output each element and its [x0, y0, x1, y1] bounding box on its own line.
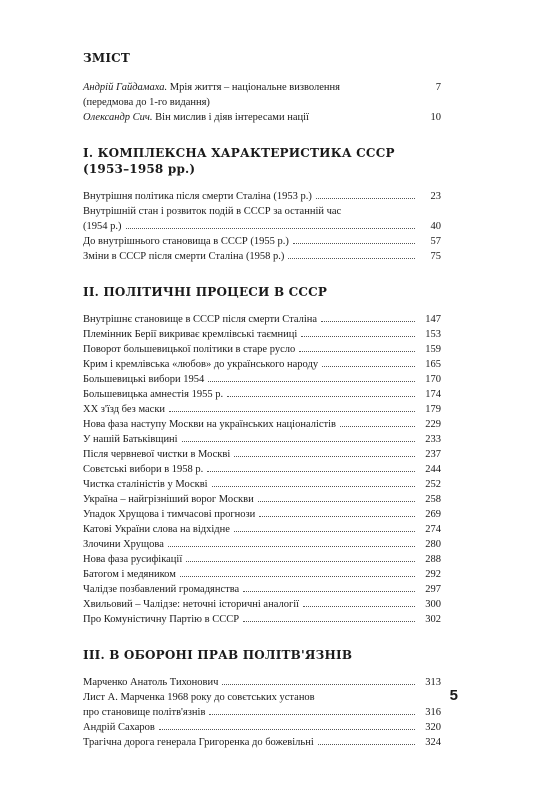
entry-page: 316: [425, 707, 441, 718]
section-1-entries: [83, 189, 441, 264]
entry-author: Андрій Гайдамаха.: [83, 82, 168, 93]
section-3-entries: [83, 675, 441, 750]
toc-entry: [83, 612, 441, 627]
entry-title-continued: про становище політв'язнів: [83, 707, 206, 718]
entry-title: Лист А. Марченка 1968 року до совєтських установ: [83, 692, 315, 703]
entry-title: Андрій Сахаров: [83, 722, 155, 733]
entry-page: 237: [425, 449, 441, 460]
toc-entry: [83, 582, 441, 597]
toc-entry: [83, 567, 441, 582]
table-of-contents: [83, 50, 441, 750]
entry-page: 174: [425, 389, 441, 400]
section-heading: II. ПОЛІТИЧНІ ПРОЦЕСИ В СССР: [83, 285, 328, 299]
entry-title: Нова фаза наступу Москви на українських націоналістів: [83, 419, 336, 430]
entry-page: 274: [425, 524, 441, 535]
toc-entry: [83, 537, 441, 552]
entry-page: 244: [425, 464, 441, 475]
entry-page: 288: [425, 554, 441, 565]
entry-page: 252: [425, 479, 441, 490]
toc-entry: [83, 249, 441, 264]
toc-entry: [83, 552, 441, 567]
toc-entry: [83, 417, 441, 432]
section-heading: III. В ОБОРОНІ ПРАВ ПОЛІТВ'ЯЗНІВ: [83, 648, 353, 662]
toc-entry: [83, 447, 441, 462]
toc-entry: [83, 387, 441, 402]
entry-author: Олександр Сич.: [83, 112, 153, 123]
toc-entry-continued: [83, 705, 441, 720]
entry-title: Трагічна дорога генерала Григоренка до божевільні: [83, 737, 314, 748]
entry-title: У нашій Батьківщині: [83, 434, 178, 445]
entry-page: 75: [430, 251, 441, 262]
entry-page: 57: [430, 236, 441, 247]
entry-page: 229: [425, 419, 441, 430]
toc-entry: [83, 234, 441, 249]
toc-entry: [83, 204, 441, 219]
entry-page: 7: [435, 82, 441, 93]
toc-entry: [83, 80, 441, 110]
entry-title: Внутрішнє становище в СССР після смерти Сталіна: [83, 314, 318, 325]
entry-page: 269: [425, 509, 441, 520]
entry-page: 320: [425, 722, 441, 733]
toc-entry: [83, 372, 441, 387]
entry-page: 297: [425, 584, 441, 595]
section-2-entries: [83, 312, 441, 627]
entry-title-continued: (1954 р.): [83, 221, 122, 232]
entry-page: 258: [425, 494, 441, 505]
contents-heading: ЗМІСТ: [83, 51, 131, 65]
toc-entry: [83, 189, 441, 204]
toc-entry: [83, 690, 441, 705]
page-number: 5: [449, 687, 458, 704]
entry-title: Большевицька амнестія 1955 р.: [83, 389, 224, 400]
entry-page: 153: [425, 329, 441, 340]
toc-entry: [83, 507, 441, 522]
entry-title: Совєтські вибори в 1958 р.: [83, 464, 204, 475]
toc-entry: [83, 477, 441, 492]
toc-entry: [83, 312, 441, 327]
entry-title: Чалідзе позбавлений громадянства: [83, 584, 240, 595]
toc-entry: [83, 597, 441, 612]
entry-page: 147: [425, 314, 441, 325]
toc-entry: [83, 432, 441, 447]
toc-entry: [83, 735, 441, 750]
entry-title: XX з'їзд без маски: [83, 404, 166, 415]
entry-page: 23: [430, 191, 441, 202]
entry-title: Большевицькі вибори 1954: [83, 374, 205, 385]
entry-page: 280: [425, 539, 441, 550]
entry-title: Катові України слова на відхідне: [83, 524, 230, 535]
entry-title: Крим і кремлівська «любов» до українського народу: [83, 359, 319, 370]
entry-page: 170: [425, 374, 441, 385]
toc-entry: [83, 357, 441, 372]
entry-title: Після червневої чистки в Москві: [83, 449, 231, 460]
entry-title: Поворот большевицької політики в старе русло: [83, 344, 296, 355]
entry-title: Нова фаза русифікації: [83, 554, 183, 565]
toc-entry: [83, 402, 441, 417]
entry-title: Мрія життя – національне визволення: [167, 82, 340, 93]
entry-page: 10: [430, 112, 441, 123]
entry-page: 313: [425, 677, 441, 688]
entry-page: 302: [425, 614, 441, 625]
toc-entry: [83, 462, 441, 477]
entry-title: Він мислив і діяв інтересами нації: [152, 112, 309, 123]
entry-title-continued: (передмова до 1-го видання): [83, 97, 210, 108]
entry-title: До внутрішнього становища в СССР (1955 р.): [83, 236, 289, 247]
entry-title: Про Комуністичну Партію в СССР: [83, 614, 240, 625]
entry-title: Хвильовий – Чалідзе: неточні історичні аналогії: [83, 599, 300, 610]
entry-page: 179: [425, 404, 441, 415]
entry-title: Марченко Анатоль Тихонович: [83, 677, 219, 688]
toc-entry: [83, 327, 441, 342]
entry-page: 40: [430, 221, 441, 232]
entry-page: 324: [425, 737, 441, 748]
entry-page: 292: [425, 569, 441, 580]
front-matter: [83, 80, 441, 125]
toc-entry: [83, 492, 441, 507]
toc-entry: [83, 342, 441, 357]
entry-title: Україна – найгрізніший ворог Москви: [83, 494, 254, 505]
entry-title: Племінник Берії викриває кремлівські таємниці: [83, 329, 298, 340]
toc-entry: [83, 720, 441, 735]
entry-title: Злочини Хрущова: [83, 539, 164, 550]
entry-title: Батогом і медяником: [83, 569, 176, 580]
entry-page: 300: [425, 599, 441, 610]
section-heading: I. КОМПЛЕКСНА ХАРАКТЕРИСТИКА СССР (1953–1958 рр.): [83, 146, 395, 176]
entry-page: 165: [425, 359, 441, 370]
entry-title: Внутрішній стан і розвиток подій в СССР за останній час: [83, 206, 342, 217]
toc-entry: [83, 675, 441, 690]
entry-title: Чистка сталіністів у Москві: [83, 479, 208, 490]
toc-entry: [83, 522, 441, 537]
entry-title: Внутрішня політика після смерти Сталіна (1953 р.): [83, 191, 312, 202]
toc-entry-continued: [83, 219, 441, 234]
entry-title: Упадок Хрущова і тимчасові прогнози: [83, 509, 256, 520]
entry-page: 233: [425, 434, 441, 445]
entry-title: Зміни в СССР після смерти Сталіна (1958 р.): [83, 251, 285, 262]
entry-page: 159: [425, 344, 441, 355]
toc-entry: [83, 110, 441, 125]
